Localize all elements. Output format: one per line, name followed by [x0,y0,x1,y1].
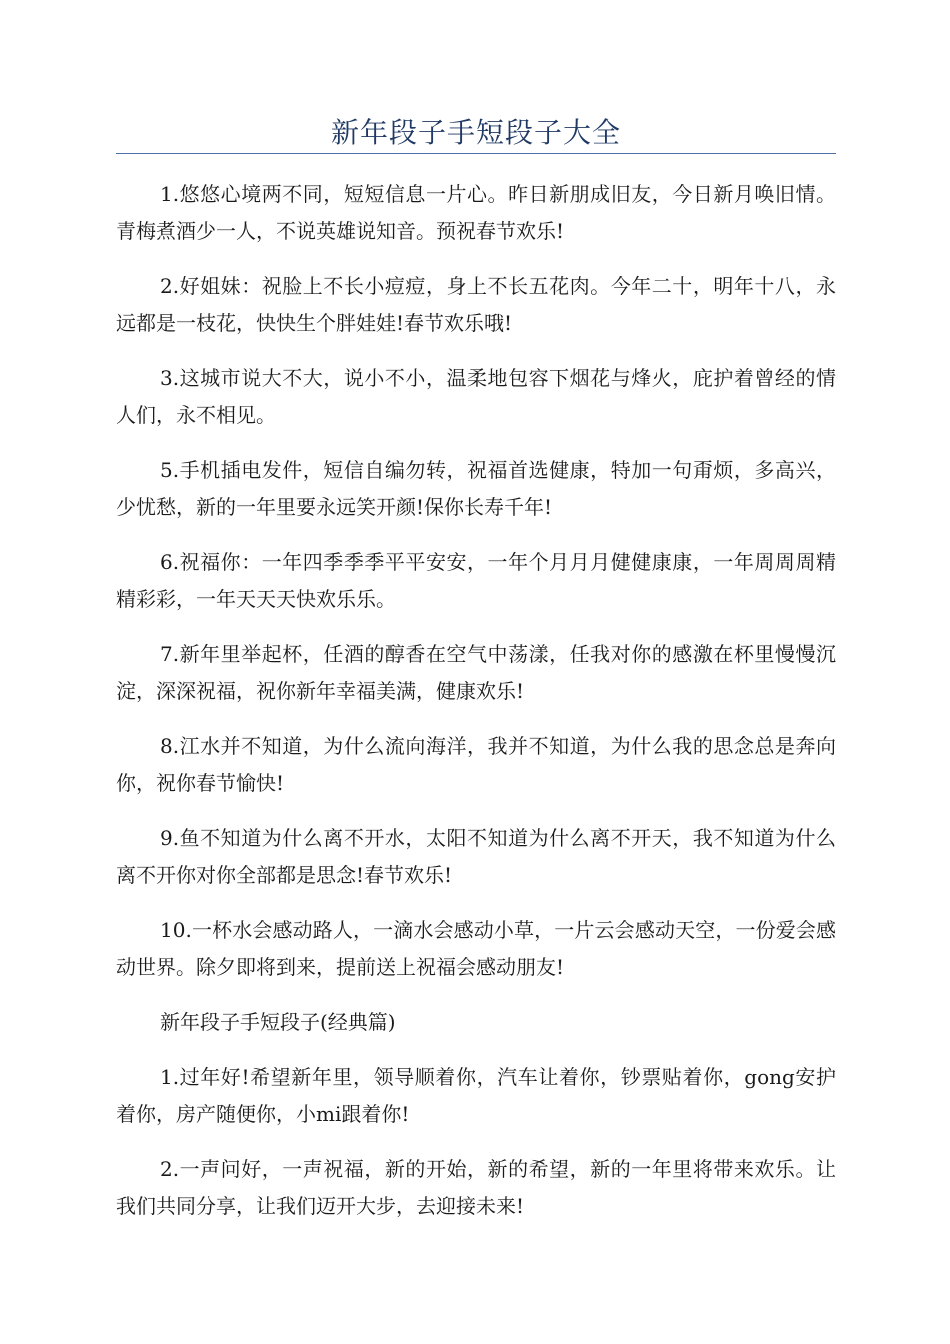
paragraph: 7.新年里举起杯，任酒的醇香在空气中荡漾，任我对你的感激在杯里慢慢沉淀，深深祝福，祝你新年幸福美满，健康欢乐! [116,642,836,703]
paragraph: 2.一声问好，一声祝福，新的开始，新的希望，新的一年里将带来欢乐。让我们共同分享，让我们迈开大步，去迎接未来! [116,1157,836,1218]
section-heading: 新年段子手短段子(经典篇) [160,1010,396,1034]
title-underline-rule [116,153,836,154]
paragraph: 9.鱼不知道为什么离不开水，太阳不知道为什么离不开天，我不知道为什么离不开你对你全部都是思念!春节欢乐! [116,826,836,887]
paragraph: 3.这城市说大不大，说小不小，温柔地包容下烟花与烽火，庇护着曾经的情人们，永不相见。 [116,366,836,427]
document-body [116,176,836,1243]
paragraph: 10.一杯水会感动路人，一滴水会感动小草，一片云会感动天空，一份爱会感动世界。除夕即将到来，提前送上祝福会感动朋友! [116,918,836,979]
paragraph: 1.悠悠心境两不同，短短信息一片心。昨日新朋成旧友，今日新月唤旧情。青梅煮酒少一人，不说英雄说知音。预祝春节欢乐! [116,182,836,243]
paragraph: 2.好姐妹：祝脸上不长小痘痘，身上不长五花肉。今年二十，明年十八，永远都是一枝花，快快生个胖娃娃!春节欢乐哦! [116,274,836,335]
paragraph: 8.江水并不知道，为什么流向海洋，我并不知道，为什么我的思念总是奔向你，祝你春节愉快! [116,734,836,795]
document-title: 新年段子手短段子大全 [330,116,621,149]
paragraph: 6.祝福你：一年四季季季平平安安，一年个月月月健健康康，一年周周周精精彩彩，一年天天天快欢乐乐。 [116,550,836,611]
paragraph: 1.过年好!希望新年里，领导顺着你，汽车让着你，钞票贴着你，gong安护着你，房产随便你，小mi跟着你! [116,1065,836,1126]
paragraph: 5.手机插电发件，短信自编勿转，祝福首选健康，特加一句甭烦，多高兴，少忧愁，新的一年里要永远笑开颜!保你长寿千年! [116,458,836,519]
